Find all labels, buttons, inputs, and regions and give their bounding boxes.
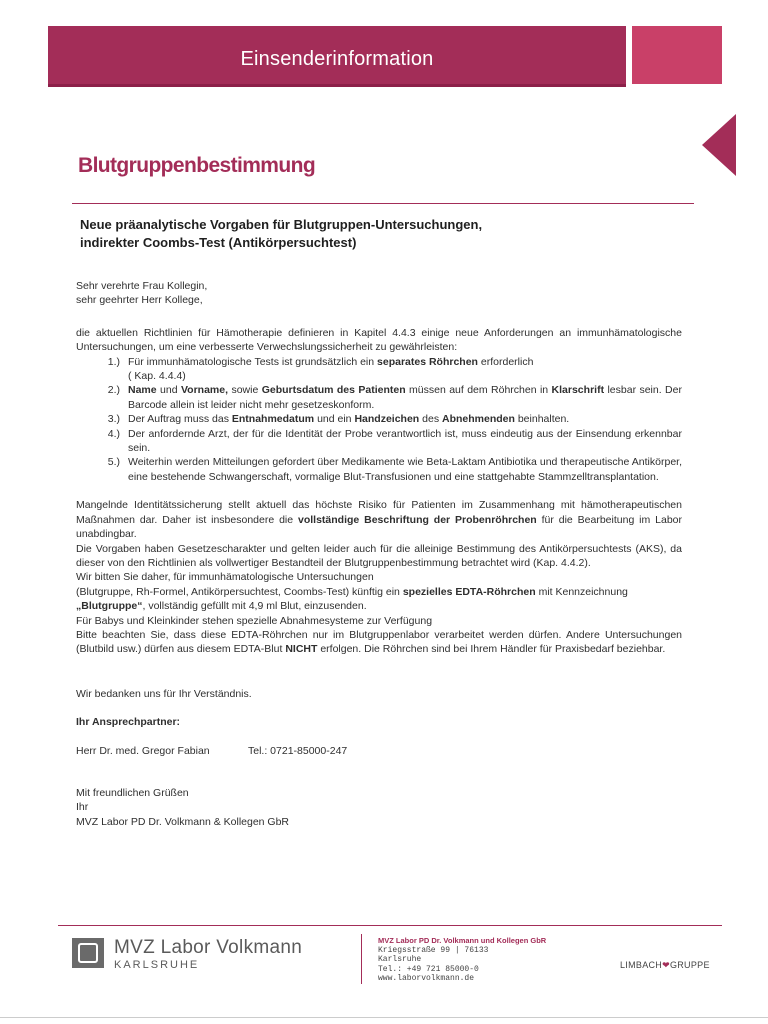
list-number: 2.) [107, 384, 120, 397]
footer-address [378, 936, 546, 984]
contact-phone: Tel.: 0721-85000-247 [248, 744, 348, 757]
list-item [76, 455, 682, 484]
address-street: Kriegsstraße 99 | 76133 [378, 945, 489, 955]
list-number: 5.) [107, 456, 120, 469]
contact-label: Ihr Ansprechpartner: [76, 716, 181, 729]
page-edge [0, 1017, 768, 1018]
group-logo: LIMBACH❤GRUPPE [620, 960, 710, 970]
regards-line: Mit freundlichen Grüßen [76, 786, 189, 799]
list-number: 1.) [107, 355, 120, 368]
letter-body [76, 279, 682, 829]
paragraph: Für Babys und Kleinkinder stehen spezielle Abnahmesysteme zur Verfügung [76, 614, 433, 627]
list-item [76, 412, 682, 426]
banner-title: Einsenderinformation [240, 48, 434, 70]
paragraph: (Blutgruppe, Rh-Formel, Antikörpersuchtest, Coombs-Test) künftig ein spezielles EDTA-Röhrchen mit Kennzeichnung „Blutgruppe“, vollständig gefüllt mit 4,9 ml Blut, einzusenden. [76, 585, 628, 613]
salutation-line: Sehr verehrte Frau Kollegin, [76, 280, 208, 292]
thanks-line: Wir bedanken uns für Ihr Verständnis. [76, 687, 252, 700]
banner-accent-block [632, 26, 722, 84]
firm-name: MVZ Labor PD Dr. Volkmann und Kollegen GbR [378, 936, 547, 945]
list-item [76, 383, 682, 412]
intro-paragraph: die aktuellen Richtlinien für Hämotherapie definieren in Kapitel 4.4.3 einige neue Anforderungen an immunhämatologische Untersuchungen, um eine verbesserte Verwechslungssicherheit zu gewährleisten: [76, 326, 682, 354]
logo-title: MVZ Labor Volkmann [114, 937, 303, 958]
address-phone: Tel.: +49 721 85000-0 [378, 964, 479, 974]
signature-line: MVZ Labor PD Dr. Volkmann & Kollegen GbR [76, 815, 290, 828]
contact-row [76, 744, 682, 758]
paragraph: Die Vorgaben haben Gesetzescharakter und gelten leider auch für die alleinige Bestimmung des Antikörpersuchtests (AKS), da dieser von den Richtlinien als vollwertiger Bestandteil der Blutgruppenbestimmung betrachtet wird (Kap. 4.4.2). [76, 542, 682, 569]
heart-icon: ❤ [662, 960, 670, 970]
regards-line: Ihr [76, 801, 89, 814]
list-text: Für immunhämatologische Tests ist grundsätzlich ein separates Röhrchen erforderlich ( Kap. 4.4.4) [128, 355, 534, 383]
page-title: Blutgruppenbestimmung [78, 154, 316, 177]
paragraph: Bitte beachten Sie, dass diese EDTA-Röhrchen nur im Blutgruppenlabor verarbeitet werden dürfen. Andere Untersuchungen (Blutbild usw.) dürfen aus diesem EDTA-Blut NICHT erfolgen. Die Röhrchen sind bei Ihrem Händler für Praxisbedarf beziehbar. [76, 628, 682, 656]
subheading-line: indirekter Coombs-Test (Antikörpersuchtest) [80, 235, 357, 250]
address-web: www.laborvolkmann.de [378, 974, 475, 983]
lab-logo-icon [72, 938, 104, 968]
salutation-line: sehr geehrter Herr Kollege, [76, 294, 203, 307]
list-text: Weiterhin werden Mitteilungen gefordert über Medikamente wie Beta-Laktam Antibiotika und therapeutische Antikörper, eine bestehende Schwangerschaft, vormalige Blut-Transfusionen und eine stattgehabte Stammzelltransplantation. [128, 456, 682, 483]
header-banner [48, 26, 626, 87]
divider [72, 203, 694, 204]
subheading-line: Neue präanalytische Vorgaben für Blutgruppen-Untersuchungen, [80, 217, 483, 232]
footer-divider [58, 925, 722, 926]
triangle-marker-icon [702, 114, 736, 176]
paragraph: Mangelnde Identitätssicherung stellt aktuell das höchste Risiko für Patienten im Zusammenhang mit hämotherapeutischen Maßnahmen dar. Daher ist insbesondere die vollständige Beschriftung der Probenröhrchen für die Bearbeitung im Labor unabdingbar. [76, 499, 683, 541]
list-item [76, 427, 682, 456]
list-text: Name und Vorname, sowie Geburtsdatum des Patienten müssen auf dem Röhrchen in Klarschrift lesbar sein. Der Barcode allein ist leider nicht mehr gesetzeskonform. [128, 384, 682, 411]
list-item [76, 355, 682, 384]
list-text: Der anfordernde Arzt, der für die Identität der Probe verantwortlich ist, muss eindeutig aus der Einsendung erkennbar sein. [128, 427, 682, 455]
footer-separator [361, 934, 362, 984]
paragraph: Wir bitten Sie daher, für immunhämatologische Untersuchungen [76, 571, 374, 584]
list-text: Der Auftrag muss das Entnahmedatum und ein Handzeichen des Abnehmenden beinhalten. [128, 413, 570, 426]
contact-name: Herr Dr. med. Gregor Fabian [76, 744, 210, 757]
subheading [80, 216, 640, 252]
address-city: Karlsruhe [378, 955, 422, 964]
logo-subtitle: KARLSRUHE [114, 959, 200, 971]
list-number: 3.) [107, 413, 120, 426]
list-number: 4.) [107, 427, 120, 440]
